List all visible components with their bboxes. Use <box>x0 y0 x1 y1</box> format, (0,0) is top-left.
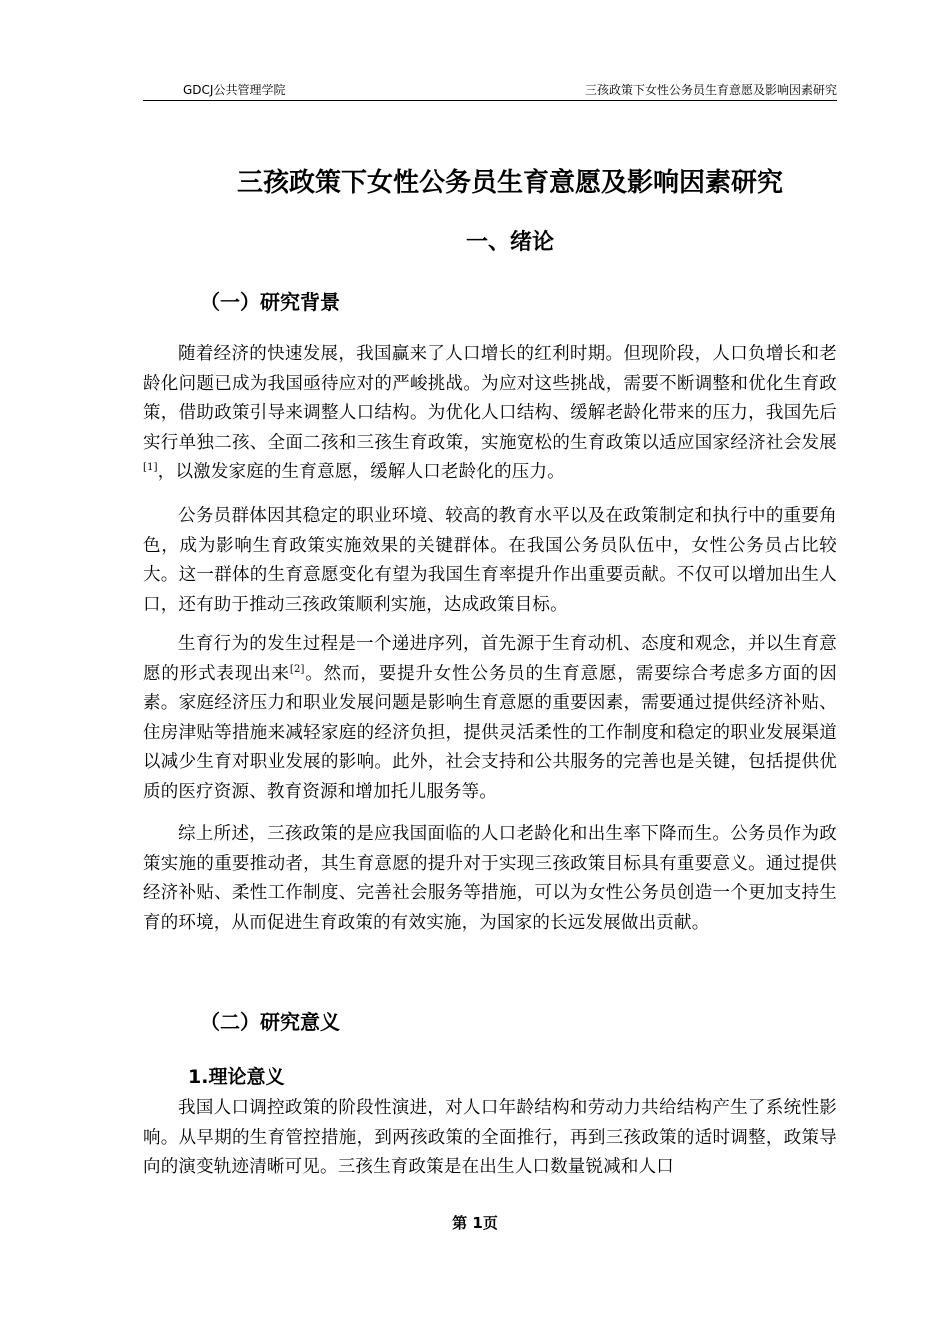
subsection-heading-theory: 1.理论意义 <box>188 1066 285 1088</box>
paragraph-text: 随着经济的快速发展，我国赢来了人口增长的红利时期。但现阶段，人口负增长和老龄化问题已成为我国亟待应对的严峻挑战。为应对这些挑战，需要不断调整和优化生育政策，借助政策引导来调整人口结构。为优化人口结构、缓解老龄化带来的压力，我国先后实行单独二孩、全面二孩和三孩生育政策，实施宽松的生育政策以适应国家经济社会发展 <box>143 344 837 453</box>
page-number: 第 1页 <box>452 1214 498 1232</box>
paragraph-background-1 <box>143 340 837 488</box>
paragraph-theory-1: 我国人口调控政策的阶段性演进，对人口年龄结构和劳动力共给结构产生了系统性影响。从早期的生育管控措施，到两孩政策的全面推行，再到三孩政策的适时调整，政策导向的演变轨迹清晰可见。三孩生育政策是在出生人口数量锐减和人口 <box>143 1098 837 1177</box>
section-heading-significance: （二）研究意义 <box>200 1010 340 1034</box>
header-paper-title: 三孩政策下女性公务员生育意愿及影响因素研究 <box>584 83 837 97</box>
running-header <box>143 78 837 101</box>
paragraph-text: ，以激发家庭的生育意愿，缓解人口老龄化的压力。 <box>157 462 565 482</box>
chapter-heading: 一、绪论 <box>465 230 554 255</box>
paper-title: 三孩政策下女性公务员生育意愿及影响因素研究 <box>236 168 783 198</box>
paragraph-text: 。然而，要提升女性公务员的生育意愿，需要综合考虑多方面的因素。家庭经济压力和职业发展问题是影响生育意愿的重要因素，需要通过提供经济补贴、住房津贴等措施来减轻家庭的经济负担，提供灵活柔性的工作制度和稳定的职业发展渠道以减少生育对职业发展的影响。此外，社会支持和公共服务的完善也是关键，包括提供优质的医疗资源、教育资源和增加托儿服务等。 <box>143 663 837 802</box>
paragraph-background-2: 公务员群体因其稳定的职业环境、较高的教育水平以及在政策制定和执行中的重要角色，成为影响生育政策实施效果的关键群体。在我国公务员队伍中，女性公务员占比较大。这一群体的生育意愿变化有望为我国生育率提升作出重要贡献。不仅可以增加出生人口，还有助于推动三孩政策顺利实施，达成政策目标。 <box>143 506 837 615</box>
paragraph-text: 生育行为的发生过程是一个递进序列，首先源于生育动机、态度和观念，并以生育意愿的形式表现出来 <box>143 634 837 684</box>
paragraph-background-4: 综上所述，三孩政策的是应我国面临的人口老龄化和出生率下降而生。公务员作为政策实施的重要推动者，其生育意愿的提升对于实现三孩政策目标具有重要意义。通过提供经济补贴、柔性工作制度、完善社会服务等措施，可以为女性公务员创造一个更加支持生育的环境，从而促进生育政策的有效实施，为国家的长远发展做出贡献。 <box>143 824 837 933</box>
paragraph-background-3 <box>143 630 837 807</box>
citation-ref: [1] <box>143 462 158 474</box>
section-heading-background: （一）研究背景 <box>200 290 340 314</box>
header-institution: GDCJ公共管理学院 <box>183 83 286 97</box>
citation-ref: [2] <box>289 663 305 675</box>
